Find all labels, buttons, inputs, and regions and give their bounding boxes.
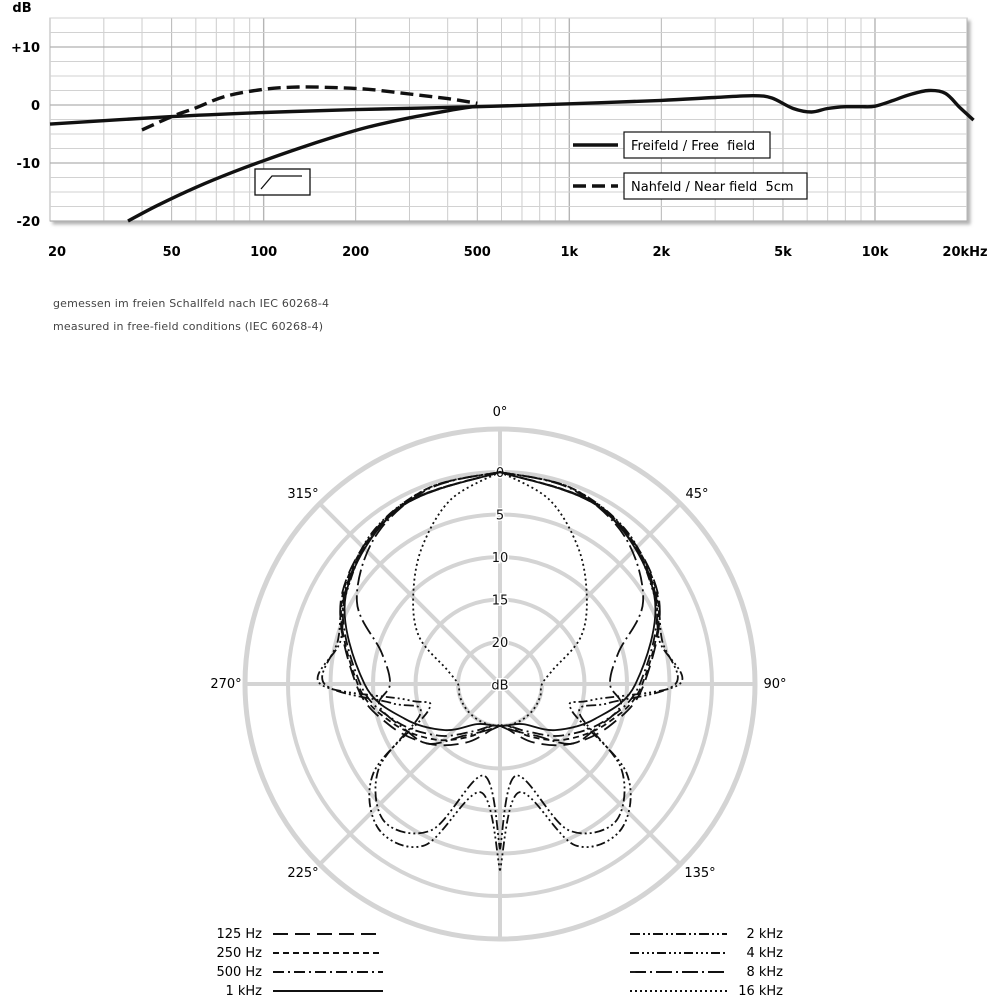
angle-label: 270° <box>210 677 242 692</box>
legend-label-free-field: Freifeld / Free field <box>631 139 756 154</box>
y-tick-label: 0 <box>30 99 40 114</box>
angle-label: 135° <box>684 866 716 881</box>
x-tick-label: 20 <box>48 245 67 260</box>
radial-tick-label: 10 <box>491 551 509 566</box>
x-tick-label: 10k <box>861 245 889 260</box>
polar-legend-item <box>630 946 783 961</box>
angle-label: 0° <box>492 405 508 420</box>
x-tick-label: 5k <box>774 245 792 260</box>
low-cut-filter-icon <box>255 169 310 195</box>
x-tick-label: 20kHz <box>942 245 988 260</box>
x-tick-label: 200 <box>342 245 370 260</box>
polar-legend-item <box>216 927 383 942</box>
polar-legend-item <box>630 984 783 999</box>
polar-legend-item <box>225 984 383 999</box>
angle-label: 315° <box>287 487 319 502</box>
x-tick-label: 500 <box>463 245 491 260</box>
angle-label: 45° <box>685 487 709 502</box>
angle-label: 90° <box>763 677 787 692</box>
polar-legend-label: 2 kHz <box>746 927 783 942</box>
x-tick-label: 50 <box>162 245 181 260</box>
polar-pattern-chart <box>210 405 786 999</box>
y-tick-label: -20 <box>16 215 40 230</box>
polar-legend-item <box>216 965 383 980</box>
y-tick-label: +10 <box>11 41 40 56</box>
frequency-response-chart <box>11 1 988 260</box>
polar-curve-125-hz-right <box>500 472 660 745</box>
polar-legend-item <box>630 927 783 942</box>
polar-legend-label: 1 kHz <box>225 984 262 999</box>
radial-tick-label: 20 <box>491 636 509 651</box>
radial-tick-label: 0 <box>495 466 505 481</box>
polar-legend-label: 500 Hz <box>216 965 262 980</box>
polar-legend-label: 250 Hz <box>216 946 262 961</box>
polar-legend-label: 16 kHz <box>738 984 783 999</box>
y-tick-label: -10 <box>16 157 40 172</box>
radial-tick-label: dB <box>491 678 509 694</box>
polar-curve-125-hz-left <box>340 472 500 745</box>
legend-label-near-field: Nahfeld / Near field 5cm <box>631 180 794 195</box>
polar-legend-label: 4 kHz <box>746 946 783 961</box>
x-tick-label: 2k <box>652 245 671 260</box>
x-tick-label: 100 <box>250 245 278 260</box>
polar-legend-label: 125 Hz <box>216 927 262 942</box>
angle-label: 225° <box>287 866 319 881</box>
measurement-note-english: measured in free-field conditions (IEC 60268-4) <box>53 320 324 333</box>
polar-legend-label: 8 kHz <box>746 965 783 980</box>
polar-legend-item <box>216 946 383 961</box>
polar-curve-4-khz-right <box>500 472 682 871</box>
measurement-note-german: gemessen im freien Schallfeld nach IEC 60268-4 <box>53 297 330 310</box>
y-axis-unit-label: dB <box>12 1 32 16</box>
radial-tick-label: 15 <box>491 593 509 609</box>
radial-tick-label: 5 <box>495 508 505 524</box>
polar-legend-item <box>630 965 783 980</box>
polar-curve-4-khz-left <box>318 472 500 871</box>
x-tick-label: 1k <box>560 245 579 260</box>
